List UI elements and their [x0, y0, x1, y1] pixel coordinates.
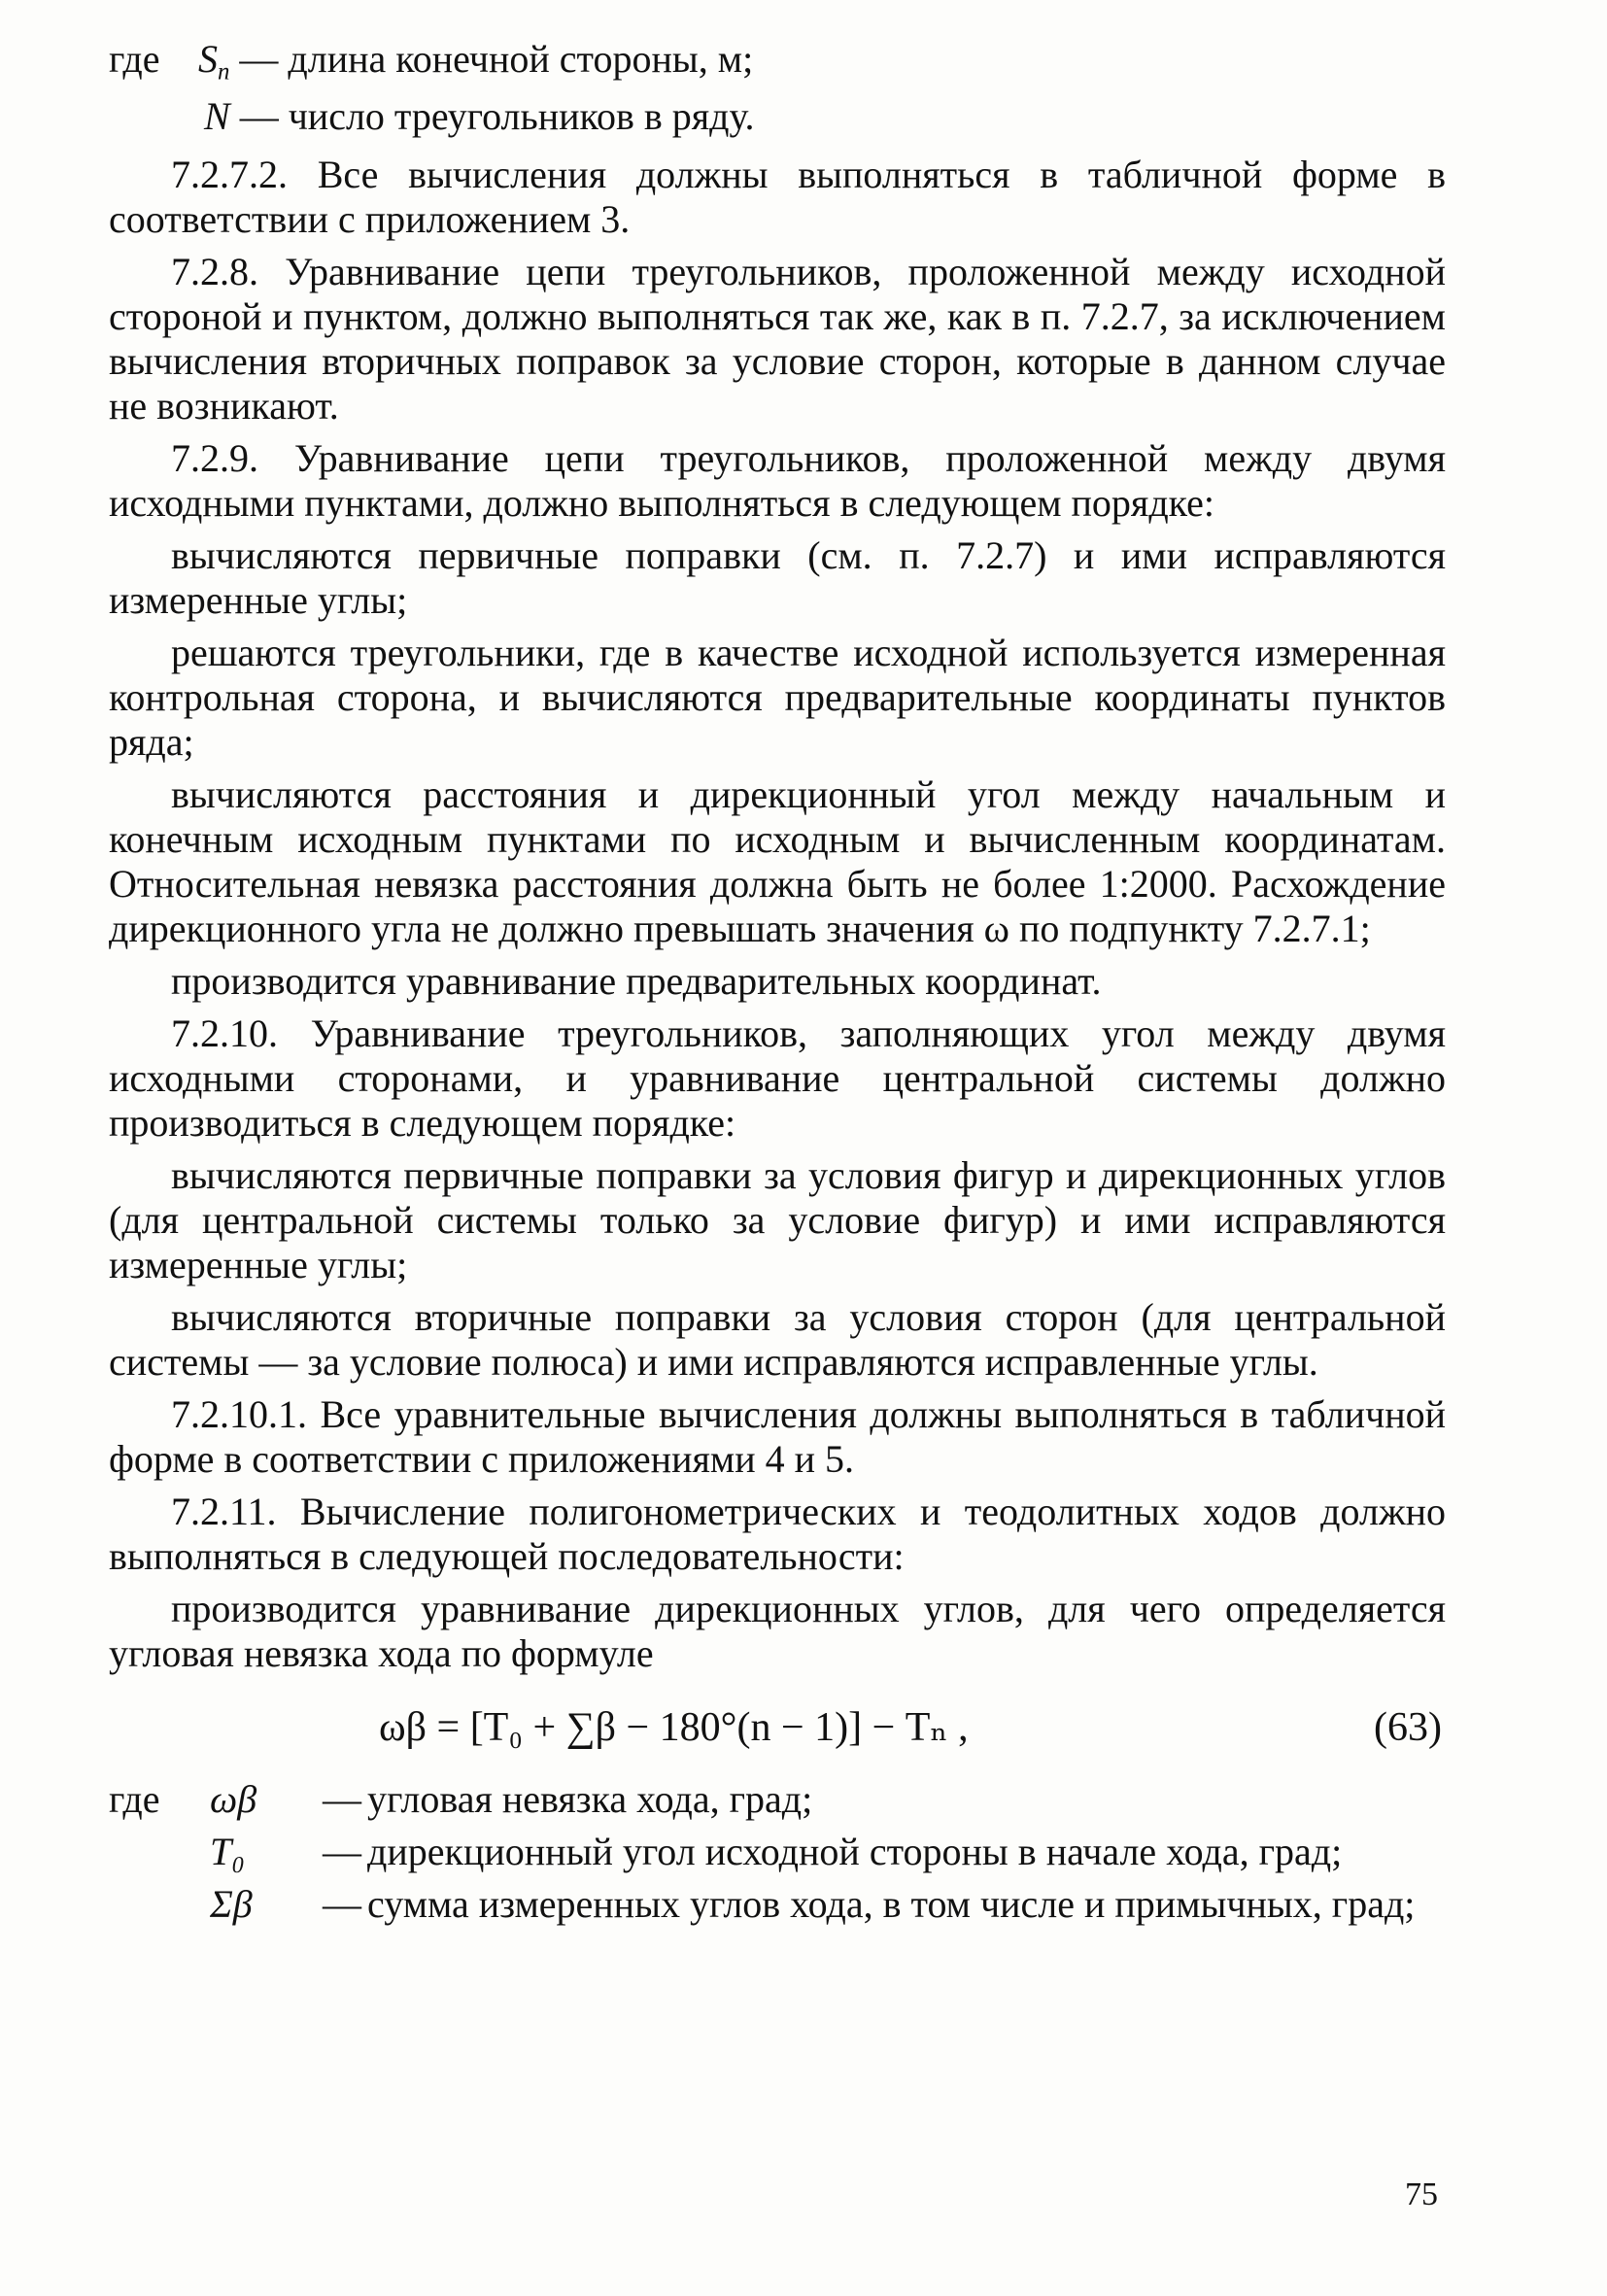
list-item-solve-triangles: решаются треугольники, где в качестве исходной используется измеренная контрольная сторона, и вычисляются предварительные координаты пунктов ряда;	[109, 631, 1446, 765]
formula-number: (63)	[1374, 1705, 1442, 1751]
list-item-figure-corrections: вычисляются первичные поправки за условия фигур и дирекционных углов (для центральной системы только за условие фигур) и ими исправляются измеренные углы;	[109, 1153, 1446, 1287]
definition-dash: —	[323, 1882, 361, 1927]
definition-n	[109, 94, 1446, 139]
paragraph-7-2-7-2: 7.2.7.2. Все вычисления должны выполняться в табличной форме в соответствии с приложением 3.	[109, 153, 1446, 242]
list-item-adjust-coordinates: производится уравнивание предварительных координат.	[171, 959, 1102, 1004]
page-body	[109, 37, 1446, 1935]
definition-content	[198, 37, 753, 94]
paragraph-7-2-10-1: 7.2.10.1. Все уравнительные вычисления должны выполняться в табличной форме в соответствии с приложениями 4 и 5.	[109, 1392, 1446, 1482]
definition-dash: —	[323, 1830, 361, 1874]
definition-t0	[109, 1830, 1446, 1874]
definition-omega	[109, 1777, 1446, 1822]
definition-dash: —	[323, 1777, 361, 1822]
definition-sn	[109, 37, 1446, 94]
symbol-s: S	[198, 37, 218, 81]
definition-lead: где	[109, 37, 160, 81]
symbol-t0: T₀	[210, 1830, 246, 1874]
symbol-s-subscript: n	[218, 58, 230, 86]
definition-content	[323, 1830, 1446, 1874]
paragraph-7-2-10: 7.2.10. Уравнивание треугольников, заполняющих угол между двумя исходными сторонами, и уравнивание центральной системы должно производиться в следующем порядке:	[109, 1011, 1446, 1146]
definition-lead	[109, 1882, 210, 1927]
symbol-omega: ωβ	[210, 1777, 257, 1822]
definition-content	[323, 1777, 1446, 1822]
formula-expression: ωβ = [T₀ + ∑β − 180°(n − 1)] − Tₙ ,	[379, 1705, 969, 1751]
paragraph-7-2-11: 7.2.11. Вычисление полигонометрических и теодолитных ходов должно выполняться в следующей последовательности:	[109, 1490, 1446, 1579]
definition-text: — число треугольников в ряду.	[239, 94, 755, 139]
definition-lead	[109, 1830, 210, 1874]
symbol-n: N	[204, 94, 230, 139]
definition-sum-beta	[109, 1882, 1446, 1927]
definition-lead: где	[109, 1777, 160, 1822]
list-item-direction-angles: производится уравнивание дирекционных углов, для чего определяется угловая невязка хода по формуле	[109, 1587, 1446, 1676]
definition-text: угловая невязка хода, град;	[367, 1777, 813, 1822]
formula-63	[109, 1696, 1446, 1760]
definition-text: дирекционный угол исходной стороны в начале хода, град;	[367, 1830, 1343, 1874]
definition-content	[323, 1882, 1446, 1927]
paragraph-7-2-8: 7.2.8. Уравнивание цепи треугольников, проложенной между исходной стороной и пунктом, должно выполняться так же, как в п. 7.2.7, за исключением вычисления вторичных поправок за условие сторон, которые в данном случае не возникают.	[109, 250, 1446, 428]
list-item-distances: вычисляются расстояния и дирекционный угол между начальным и конечным исходным пунктами по исходным и вычисленным координатам. Относительная невязка расстояния должна быть не более 1:2000. Расхождение дирекционного угла не должно превышать значения ω по подпункту 7.2.7.1;	[109, 772, 1446, 951]
definition-text: — длина конечной стороны, м;	[239, 37, 754, 81]
list-item-primary-corrections: вычисляются первичные поправки (см. п. 7.2.7) и ими исправляются измеренные углы;	[109, 533, 1446, 623]
list-item-side-corrections: вычисляются вторичные поправки за условия сторон (для центральной системы — за условие полюса) и ими исправляются исправленные углы.	[109, 1295, 1446, 1385]
page-number: 75	[1405, 2176, 1438, 2212]
definition-text: сумма измеренных углов хода, в том числе и примычных, град;	[367, 1882, 1416, 1927]
paragraph-7-2-9: 7.2.9. Уравнивание цепи треугольников, проложенной между двумя исходными пунктами, должно выполняться в следующем порядке:	[109, 436, 1446, 526]
symbol-sum-beta: Σβ	[210, 1882, 253, 1927]
